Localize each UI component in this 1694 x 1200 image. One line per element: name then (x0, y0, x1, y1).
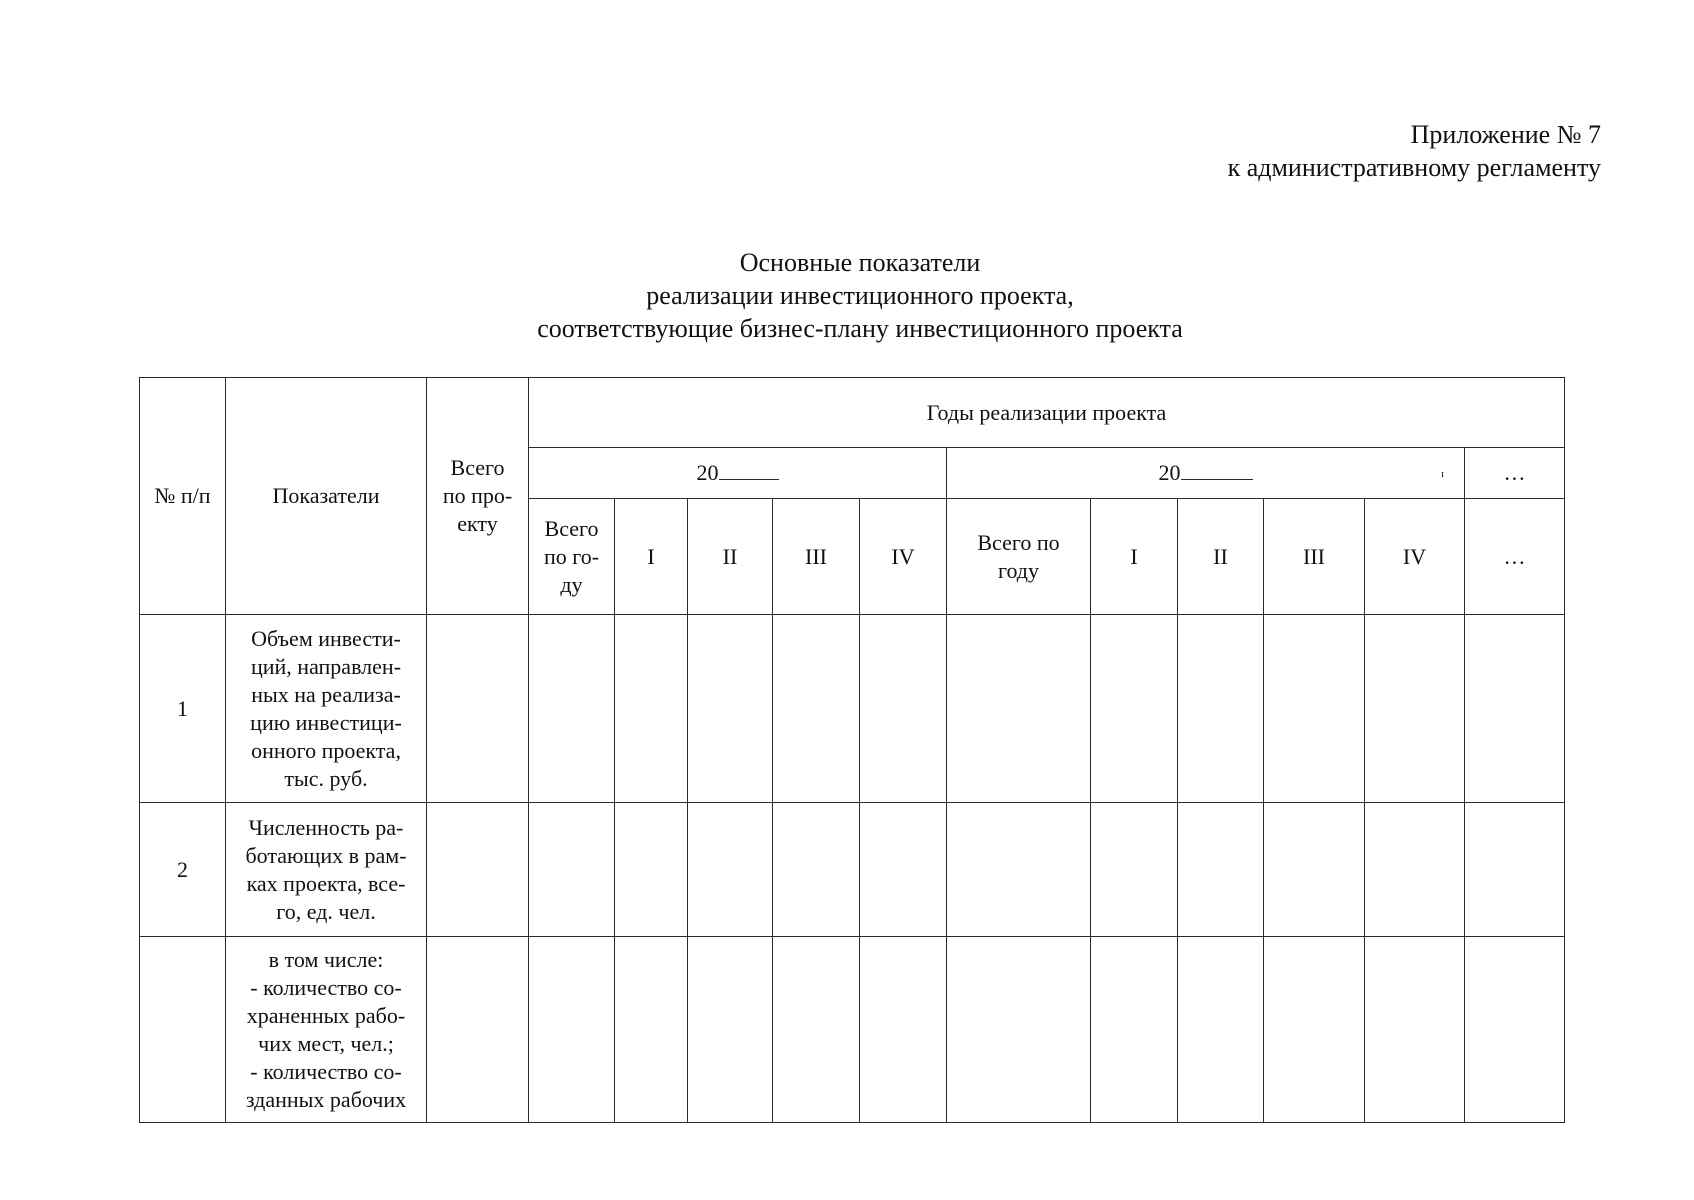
indicator-line: ций, направлен- (250, 653, 402, 679)
title-line-3: соответствующие бизнес-плану инвестиционного проекта (537, 314, 1183, 343)
indicator-cell (226, 803, 427, 937)
data-cell[interactable] (615, 615, 688, 803)
data-cell[interactable] (947, 803, 1091, 937)
indicator-line: - количество со- (250, 974, 402, 1000)
year-2-quarter-3: III (1264, 499, 1365, 615)
year-more-header (1465, 448, 1565, 499)
data-cell[interactable] (1264, 937, 1365, 1123)
data-cell[interactable] (615, 937, 688, 1123)
data-cell[interactable] (615, 803, 688, 937)
indicator-line: Объем инвести- (251, 625, 401, 651)
data-cell[interactable] (1264, 615, 1365, 803)
indicator-line: храненных рабо- (246, 1002, 406, 1028)
data-cell[interactable] (1365, 615, 1465, 803)
col-total-line-1: Всего (450, 455, 505, 480)
data-cell[interactable] (1465, 937, 1565, 1123)
year-2-total-line-1: Всего по (977, 529, 1060, 555)
row-number: 2 (140, 803, 226, 937)
data-cell[interactable] (688, 937, 773, 1123)
indicator-line: тыс. руб. (284, 765, 368, 791)
title-line-1: Основные показатели (739, 248, 981, 277)
data-cell[interactable] (427, 615, 529, 803)
year-1-quarter-1: I (615, 499, 688, 615)
year-2-blank (1181, 459, 1253, 480)
data-cell[interactable] (1365, 937, 1465, 1123)
year-1-quarter-3: III (773, 499, 860, 615)
col-indicators-header (226, 378, 427, 615)
data-cell[interactable] (860, 615, 947, 803)
year-2-header (947, 448, 1465, 499)
data-cell[interactable] (1465, 615, 1565, 803)
data-cell[interactable] (1178, 803, 1264, 937)
indicators-table (139, 377, 1565, 1123)
row-number (140, 937, 226, 1123)
data-cell[interactable] (773, 937, 860, 1123)
data-cell[interactable] (529, 803, 615, 937)
year-2-quarter-1: I (1091, 499, 1178, 615)
data-cell[interactable] (860, 803, 947, 937)
row-number: 1 (140, 615, 226, 803)
indicator-line: ботающих в рам- (245, 842, 407, 868)
ink-mark: ᶦ (1441, 466, 1444, 486)
data-cell[interactable] (773, 615, 860, 803)
year-1-blank (719, 459, 779, 480)
indicator-line: ных на реализа- (251, 681, 401, 707)
indicator-line: онного проекта, (251, 737, 401, 763)
year-2-total-header (947, 499, 1091, 615)
appendix-number: Приложение № 7 (1410, 120, 1601, 149)
year-1-total-line-3: ду (560, 571, 583, 597)
year-more-ellipsis: … (1503, 460, 1526, 485)
indicator-line: в том числе: (268, 946, 384, 972)
data-cell[interactable] (427, 803, 529, 937)
data-cell[interactable] (529, 937, 615, 1123)
data-cell[interactable] (688, 615, 773, 803)
data-cell[interactable] (1091, 937, 1178, 1123)
years-header-label: Годы реализации проекта (926, 399, 1167, 425)
year-1-quarter-4: IV (860, 499, 947, 615)
appendix-reference: к административному регламенту (1227, 153, 1601, 182)
col-total-header (427, 378, 529, 615)
indicator-line: Численность ра- (248, 814, 404, 840)
col-num-label: № п/п (154, 483, 211, 508)
table-row (140, 937, 1565, 1123)
year-1-total-line-2: по го- (543, 543, 600, 569)
year-1-quarter-2: II (688, 499, 773, 615)
year-2-quarter-4: IV (1365, 499, 1465, 615)
indicator-line: ках проекта, все- (246, 870, 406, 896)
year-2-prefix: 20 (1158, 460, 1181, 485)
data-cell[interactable] (1178, 937, 1264, 1123)
data-cell[interactable] (860, 937, 947, 1123)
indicator-line: зданных рабочих (245, 1086, 407, 1112)
indicator-line: - количество со- (250, 1058, 402, 1084)
data-cell[interactable] (773, 803, 860, 937)
data-cell[interactable] (1178, 615, 1264, 803)
document-title (0, 246, 1694, 345)
table-row (140, 615, 1565, 803)
more-columns-header: … (1465, 499, 1565, 615)
data-cell[interactable] (1465, 803, 1565, 937)
title-line-2: реализации инвестиционного проекта, (646, 281, 1074, 310)
col-total-line-2: по про- (442, 483, 513, 508)
indicator-line: цию инвестици- (250, 709, 402, 735)
data-cell[interactable] (1091, 803, 1178, 937)
indicator-line: го, ед. чел. (276, 898, 376, 924)
year-1-header (529, 448, 947, 499)
indicator-cell (226, 615, 427, 803)
data-cell[interactable] (427, 937, 529, 1123)
year-1-total-header (529, 499, 615, 615)
header-row (140, 378, 1565, 448)
appendix-header (1228, 118, 1601, 184)
col-indicators-label: Показатели (272, 483, 380, 508)
year-2-quarter-2: II (1178, 499, 1264, 615)
years-header (529, 378, 1565, 448)
indicator-line: чих мест, чел.; (258, 1030, 394, 1056)
table-row (140, 803, 1565, 937)
data-cell[interactable] (1264, 803, 1365, 937)
indicator-cell (226, 937, 427, 1123)
year-2-total-line-2: году (997, 557, 1040, 583)
col-total-line-3: екту (457, 511, 498, 536)
data-cell[interactable] (947, 615, 1091, 803)
year-1-prefix: 20 (696, 460, 719, 485)
year-1-total-line-1: Всего (544, 515, 599, 541)
data-cell[interactable] (529, 615, 615, 803)
col-num-header (140, 378, 226, 615)
data-cell[interactable] (1365, 803, 1465, 937)
data-cell[interactable] (688, 803, 773, 937)
data-cell[interactable] (947, 937, 1091, 1123)
data-cell[interactable] (1091, 615, 1178, 803)
